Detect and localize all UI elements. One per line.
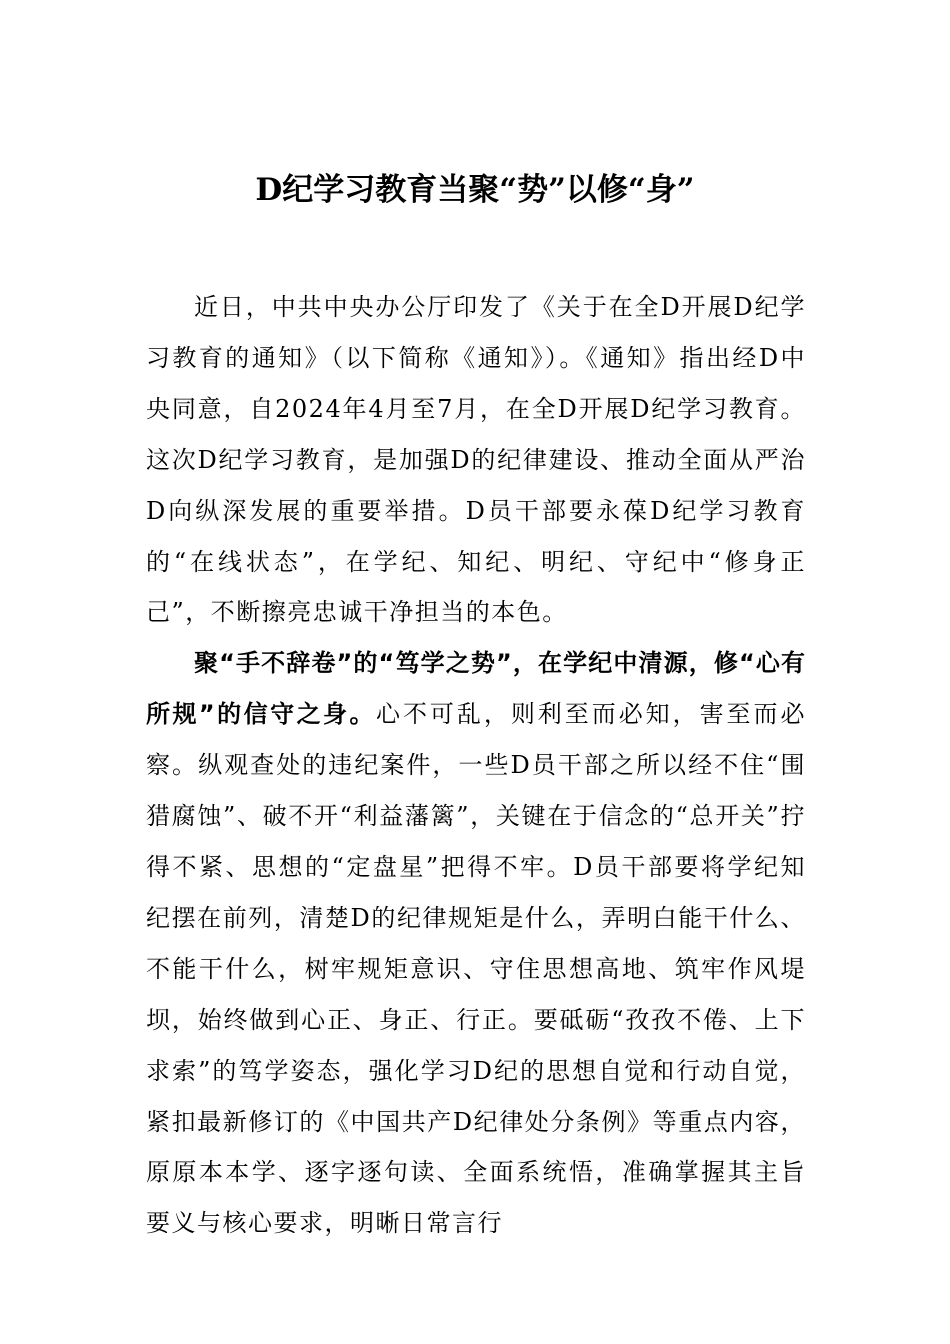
paragraph-text: 心不可乱，则利至而必知，害至而必察。纵观查处的违纪案件，一些D员干部之所以经不住“围猎腐蚀”、破不开“利益藩篱”，关键在于信念的“总开关”拧得不紧、思想的“定盘星”把得不牢。D员干部要将学纪知纪摆在前列，清楚D的纪律规矩是什么，弄明白能干什么、不能干什么，树牢规矩意识、守住思想高地、筑牢作风堤坝，始终做到心正、身正、行正。要砥砺“孜孜不倦、上下求索”的笃学姿态，强化学习D纪的思想自觉和行动自觉，紧扣最新修订的《中国共产D纪律处分条例》等重点内容，原原本本学、逐字逐句读、全面系统悟，准确掌握其主旨要义与核心要求，明晰日常言行 — [146, 700, 806, 1238]
paragraph-intro — [146, 282, 806, 638]
paragraph-text: 近日，中共中央办公厅印发了《关于在全D开展D纪学习教育的通知》（以下简称《通知》）。《通知》指出经D中央同意，自2024年4月至7月，在全D开展D纪学习教育。这次D纪学习教育，是加强D的纪律建设、推动全面从严治D向纵深发展的重要举措。D员干部要永葆D纪学习教育的“在线状态”，在学纪、知纪、明纪、守纪中“修身正己”，不断擦亮忠诚干净担当的本色。 — [146, 293, 806, 627]
document-body — [146, 282, 806, 1249]
paragraph-lead: 聚“手不辞卷”的“笃学之势”，在学纪中清源，修“心有所规”的信守之身。 — [146, 649, 806, 729]
paragraph-section-1 — [146, 638, 806, 1249]
document-title: D纪学习教育当聚“势”以修“身” — [255, 172, 695, 208]
